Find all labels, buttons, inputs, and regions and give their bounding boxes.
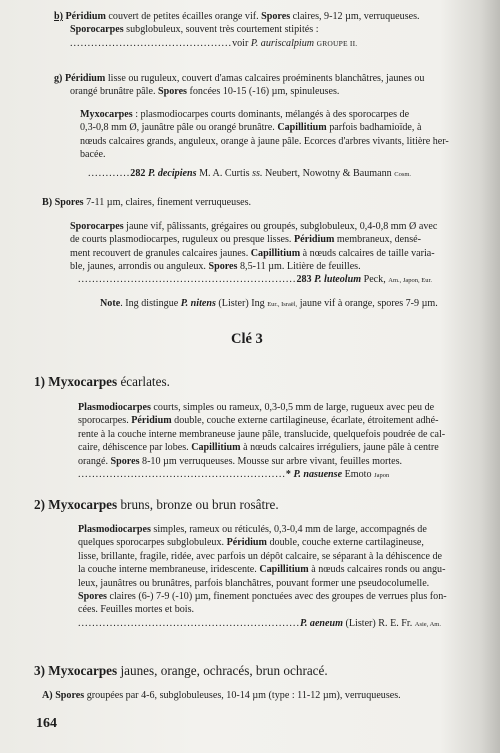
section-2-heading: 2) Myxocarpes bruns, bronze ou brun rosâtre. <box>34 497 279 512</box>
page-number: 164 <box>36 716 57 731</box>
section-3-entry-A: A) Spores groupées par 4-6, subglobuleuses, 10-14 µm (type : 11-12 µm), verruqueuses. <box>42 690 401 701</box>
section-3-heading: 3) Myxocarpes jaunes, orange, ochracés, brun ochracé. <box>34 663 328 678</box>
entry-B-reference: ..............................................................283 P. luteolum Peck, Am., Japon, Eur. <box>78 274 432 285</box>
term-peridium: Péridium <box>65 11 106 22</box>
note: Note. Ing distingue P. nitens (Lister) Ing Eur., Israël, jaune vif à orange, spores 7-9 µm. <box>100 298 438 309</box>
entry-g: g) Péridium lisse ou ruguleux, couvert d'amas calcaires proéminents blanchâtres, jaunes ou orangé brunâtre pâle. Spores foncées 10-15 (-16) µm, spinuleuses. <box>54 73 425 98</box>
entry-B-sporocarpes: Sporocarpes jaune vif, pâlissants, grégaires ou groupés, subglobuleux, 0,4-0,8 mm Ø avec de courts plasmodiocarpes, ruguleux ou presque lisses. Péridium membraneux, densé- ment recouvert de granules calcaires jaunes. Capillitium à nœuds calcaires de taille varia- ble, jaunes, arrondis ou anguleux. Spores 8,5-11 µm. Litière de feuilles. <box>70 221 438 273</box>
section-1-body: Plasmodiocarpes courts, simples ou rameux, 0,3-0,5 mm de large, rugueux avec peu de sporocarpes. Péridium double, couche externe cartilagineuse, écarlate, étroitement adhé- rente à la couche interne membraneuse jaune pâle, translucide, quelquefois poudrée de cal- caire, déhiscence par lobes. Capillitium à nœuds calcaires irréguliers, jaune pâle à centre orangé. Spores 8-10 µm verruqueuses. Mousse sur arbre vivant, feuilles mortes. ...........................................................* P. nasuense Emoto Japon <box>78 402 446 481</box>
entry-b: b) Péridium couvert de petites écailles orange vif. Spores claires, 9-12 µm, verruqueuses. Sporocarpes subglobuleux, souvent très courtement stipités : ..............................................voir P. auriscalpium GROUPE II. <box>54 11 420 49</box>
species-reference: P. auriscalpium <box>250 37 315 49</box>
section-2-body: Plasmodiocarpes simples, rameux ou réticulés, 0,3-0,4 mm de large, accompagnés de quelques sporocarpes subglobuleux. Péridium double, couche externe cartilagineuse, lisse, brillante, fragile, ridée, avec parfois un dépôt calcaire, se séparant à la déhiscence de la couche interne membraneuse, iridescente. Capillitium à nœuds calcaires ronds ou angu- leux, jaunâtres ou brunâtres, parfois blanchâtres, pouvant former une pseudocolumelle. Spores claires (6-) 7-9 (-10) µm, finement ponctuées avec des groupes de verrues plus fon- cées. Feuilles mortes et bois. ...............................................................P. aeneum (Lister) R. E. Fr. Asie, Am. <box>78 524 447 629</box>
entry-marker: b) <box>54 11 63 22</box>
entry-g-myxocarpes: Myxocarpes : plasmodiocarpes courts dominants, mélangés à des sporocarpes de 0,3-0,8 mm Ø, jaunâtre pâle ou orangé brunâtre. Capillitium parfois badhamioïde, à nœuds calcaires grands, anguleux, orange à jaune pâle. Ecorces d'arbres vivants, litière her- bacée. <box>80 109 449 161</box>
key-heading: Clé 3 <box>231 331 263 347</box>
entry-B: B) Spores 7-11 µm, claires, finement verruqueuses. <box>42 197 252 208</box>
section-1-heading: 1) Myxocarpes écarlates. <box>34 374 170 389</box>
entry-g-reference: ............282 P. decipiens M. A. Curtis ss. Neubert, Nowotny & Baumann Cosm. <box>88 168 412 179</box>
